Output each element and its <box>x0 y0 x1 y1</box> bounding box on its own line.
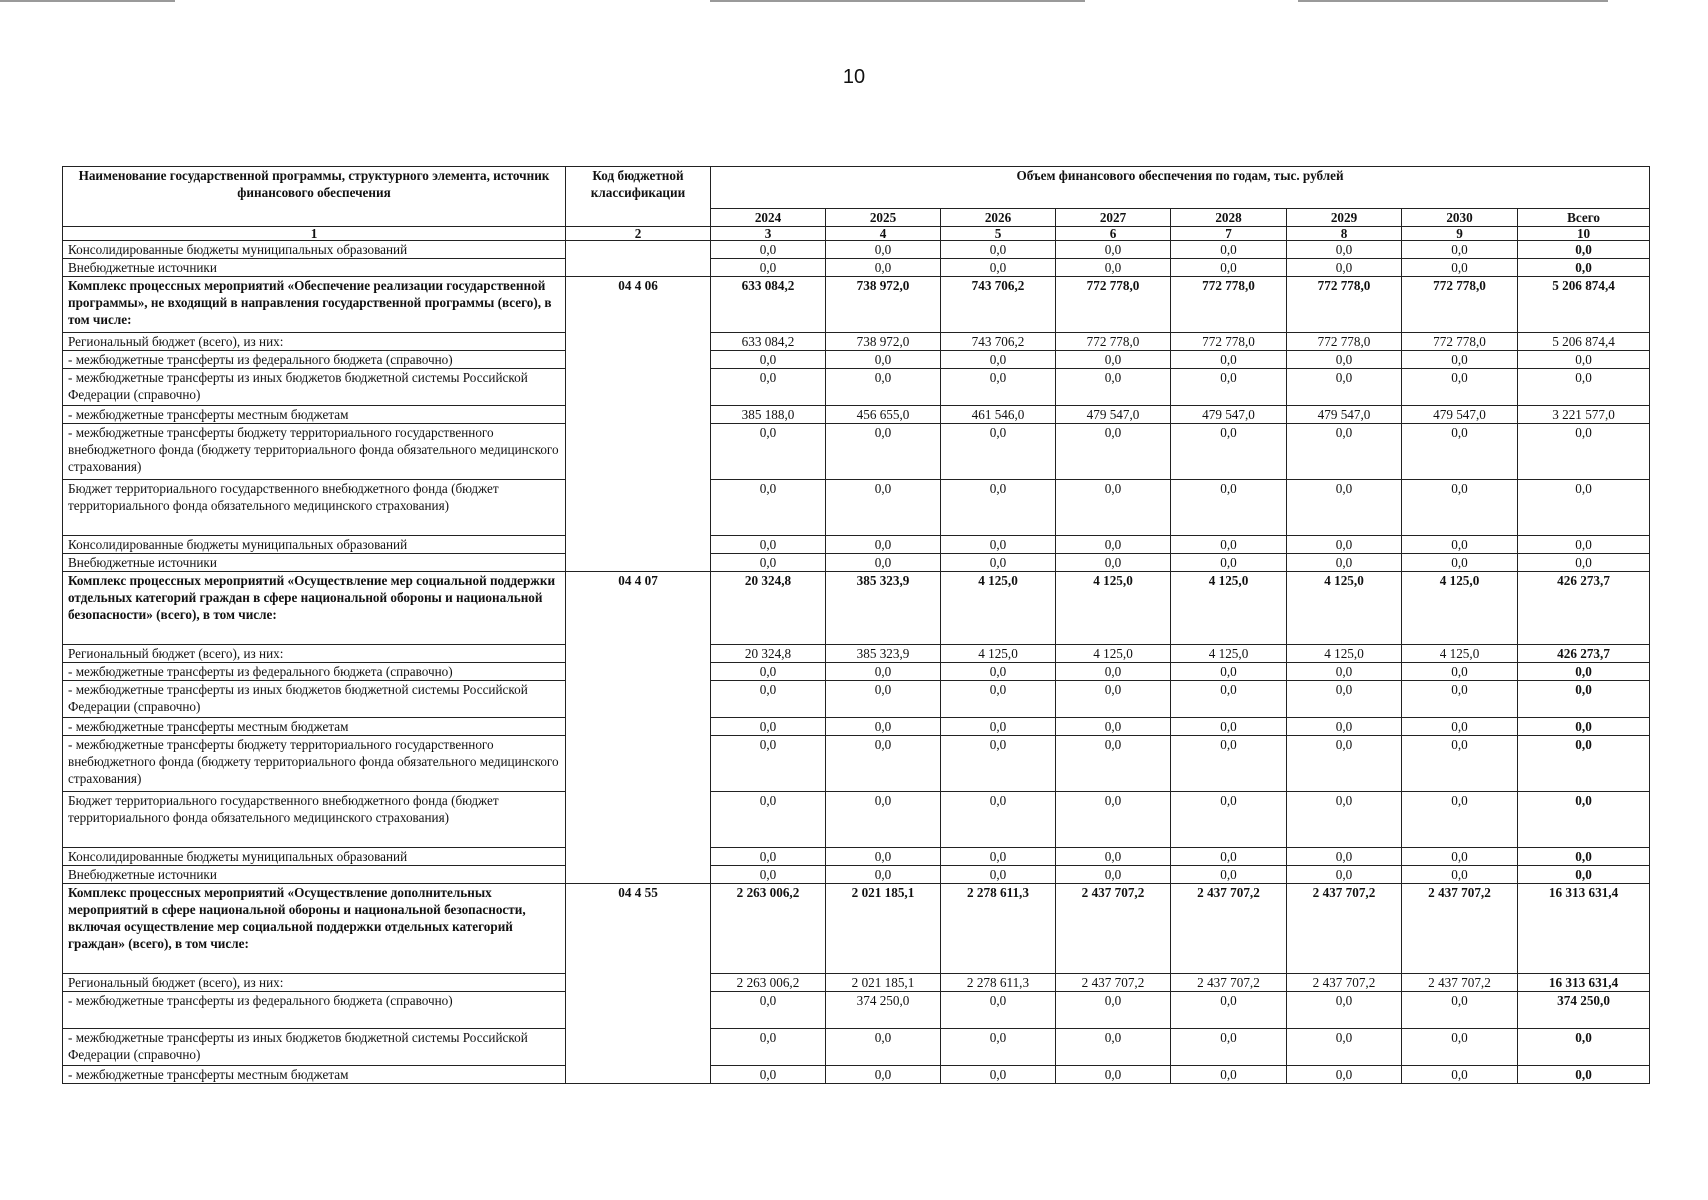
row-value-2028: 0,0 <box>1171 1066 1287 1084</box>
row-value-2026: 0,0 <box>941 536 1056 554</box>
row-value-2030: 0,0 <box>1402 681 1518 718</box>
row-value-2028: 0,0 <box>1171 736 1287 792</box>
row-value-2026: 2 278 611,3 <box>941 974 1056 992</box>
row-value-2026: 2 278 611,3 <box>941 884 1056 974</box>
row-value-2028: 0,0 <box>1171 369 1287 406</box>
row-value-2025: 0,0 <box>826 424 941 480</box>
table-row <box>63 736 1650 792</box>
row-value-2029: 0,0 <box>1287 351 1402 369</box>
row-name: Комплекс процессных мероприятий «Обеспечение реализации государственной программы», не входящий в направления государственной программы (всего), в том числе: <box>63 277 566 333</box>
row-value-2024: 0,0 <box>711 1066 826 1084</box>
row-value-2026: 4 125,0 <box>941 572 1056 645</box>
row-value-2027: 0,0 <box>1056 369 1171 406</box>
row-value-2029: 0,0 <box>1287 718 1402 736</box>
row-value-2024: 633 084,2 <box>711 333 826 351</box>
row-value-2026: 0,0 <box>941 848 1056 866</box>
row-value-2024: 0,0 <box>711 736 826 792</box>
row-value-2030: 0,0 <box>1402 536 1518 554</box>
row-value-2028: 0,0 <box>1171 480 1287 536</box>
row-name: - межбюджетные трансферты из федерального бюджета (справочно) <box>63 351 566 369</box>
row-value-2028: 0,0 <box>1171 718 1287 736</box>
row-name: - межбюджетные трансферты местным бюджетам <box>63 1066 566 1084</box>
row-value-2026: 0,0 <box>941 736 1056 792</box>
header-year-2029: 2029 <box>1287 209 1402 227</box>
row-name: Внебюджетные источники <box>63 259 566 277</box>
header-code: Код бюджетной классификации <box>566 167 711 227</box>
row-value-2025: 0,0 <box>826 718 941 736</box>
row-value-2025: 0,0 <box>826 866 941 884</box>
column-number: 8 <box>1287 227 1402 241</box>
row-value-2024: 0,0 <box>711 241 826 259</box>
table-row <box>63 241 1650 259</box>
row-value-2029: 772 778,0 <box>1287 333 1402 351</box>
row-value-2028: 0,0 <box>1171 424 1287 480</box>
row-value-2029: 0,0 <box>1287 1066 1402 1084</box>
row-value-2026: 461 546,0 <box>941 406 1056 424</box>
row-value-2026: 0,0 <box>941 1029 1056 1066</box>
column-number: 7 <box>1171 227 1287 241</box>
header-year-2028: 2028 <box>1171 209 1287 227</box>
row-total: 0,0 <box>1518 792 1650 848</box>
row-value-2027: 0,0 <box>1056 536 1171 554</box>
row-value-2024: 0,0 <box>711 259 826 277</box>
row-value-2025: 0,0 <box>826 351 941 369</box>
header-year-2024: 2024 <box>711 209 826 227</box>
table-body <box>63 241 1650 1084</box>
row-value-2025: 0,0 <box>826 1066 941 1084</box>
row-value-2025: 738 972,0 <box>826 277 941 333</box>
row-value-2026: 0,0 <box>941 866 1056 884</box>
row-value-2026: 0,0 <box>941 424 1056 480</box>
header-year-2030: 2030 <box>1402 209 1518 227</box>
row-value-2027: 0,0 <box>1056 1066 1171 1084</box>
row-name: Региональный бюджет (всего), из них: <box>63 333 566 351</box>
row-value-2030: 0,0 <box>1402 992 1518 1029</box>
row-name: - межбюджетные трансферты местным бюджетам <box>63 718 566 736</box>
row-total: 0,0 <box>1518 1029 1650 1066</box>
row-value-2027: 0,0 <box>1056 1029 1171 1066</box>
row-value-2029: 0,0 <box>1287 536 1402 554</box>
row-value-2028: 0,0 <box>1171 351 1287 369</box>
row-value-2026: 0,0 <box>941 480 1056 536</box>
row-value-2029: 2 437 707,2 <box>1287 974 1402 992</box>
row-value-2030: 0,0 <box>1402 241 1518 259</box>
row-value-2027: 4 125,0 <box>1056 572 1171 645</box>
row-value-2025: 0,0 <box>826 259 941 277</box>
row-total: 5 206 874,4 <box>1518 277 1650 333</box>
column-number: 5 <box>941 227 1056 241</box>
row-name: Бюджет территориального государственного внебюджетного фонда (бюджет территориального фонда обязательного медицинского страхования) <box>63 792 566 848</box>
row-name: - межбюджетные трансферты бюджету территориального государственного внебюджетного фонда (бюджету территориального фонда обязательного медицинского страхования) <box>63 424 566 480</box>
row-value-2030: 0,0 <box>1402 424 1518 480</box>
row-value-2029: 0,0 <box>1287 424 1402 480</box>
row-value-2028: 0,0 <box>1171 1029 1287 1066</box>
row-value-2024: 0,0 <box>711 866 826 884</box>
row-value-2029: 0,0 <box>1287 866 1402 884</box>
row-total: 0,0 <box>1518 554 1650 572</box>
row-name: - межбюджетные трансферты из иных бюджетов бюджетной системы Российской Федерации (справочно) <box>63 681 566 718</box>
row-value-2025: 0,0 <box>826 736 941 792</box>
row-value-2024: 20 324,8 <box>711 645 826 663</box>
table-row <box>63 792 1650 848</box>
row-value-2030: 0,0 <box>1402 792 1518 848</box>
row-value-2030: 0,0 <box>1402 663 1518 681</box>
row-value-2029: 4 125,0 <box>1287 645 1402 663</box>
header-name: Наименование государственной программы, структурного элемента, источник финансового обеспечения <box>63 167 566 227</box>
row-value-2030: 4 125,0 <box>1402 645 1518 663</box>
row-total: 16 313 631,4 <box>1518 884 1650 974</box>
row-value-2025: 0,0 <box>826 480 941 536</box>
row-value-2026: 743 706,2 <box>941 333 1056 351</box>
row-value-2026: 4 125,0 <box>941 645 1056 663</box>
row-value-2029: 772 778,0 <box>1287 277 1402 333</box>
row-value-2027: 4 125,0 <box>1056 645 1171 663</box>
table-row <box>63 645 1650 663</box>
row-value-2024: 2 263 006,2 <box>711 974 826 992</box>
header-year-2025: 2025 <box>826 209 941 227</box>
row-value-2030: 0,0 <box>1402 554 1518 572</box>
row-value-2029: 4 125,0 <box>1287 572 1402 645</box>
row-value-2030: 0,0 <box>1402 718 1518 736</box>
row-value-2030: 0,0 <box>1402 866 1518 884</box>
row-name: Консолидированные бюджеты муниципальных образований <box>63 241 566 259</box>
row-total: 16 313 631,4 <box>1518 974 1650 992</box>
row-value-2025: 738 972,0 <box>826 333 941 351</box>
row-name: - межбюджетные трансферты из федерального бюджета (справочно) <box>63 663 566 681</box>
row-value-2024: 0,0 <box>711 663 826 681</box>
row-value-2030: 0,0 <box>1402 736 1518 792</box>
row-name: - межбюджетные трансферты местным бюджетам <box>63 406 566 424</box>
row-value-2027: 0,0 <box>1056 992 1171 1029</box>
row-value-2025: 0,0 <box>826 241 941 259</box>
row-value-2030: 479 547,0 <box>1402 406 1518 424</box>
row-value-2025: 0,0 <box>826 1029 941 1066</box>
row-value-2029: 0,0 <box>1287 792 1402 848</box>
row-code: 04 4 06 <box>566 277 711 572</box>
page-number: 10 <box>842 66 866 88</box>
row-value-2028: 0,0 <box>1171 259 1287 277</box>
row-value-2024: 20 324,8 <box>711 572 826 645</box>
table-row <box>63 406 1650 424</box>
table-row-complex <box>63 572 1650 645</box>
scan-edge-middle <box>710 0 1085 2</box>
row-name: Внебюджетные источники <box>63 866 566 884</box>
row-value-2030: 0,0 <box>1402 369 1518 406</box>
row-value-2029: 0,0 <box>1287 736 1402 792</box>
row-value-2024: 2 263 006,2 <box>711 884 826 974</box>
row-value-2025: 385 323,9 <box>826 645 941 663</box>
row-name: Комплекс процессных мероприятий «Осуществление дополнительных мероприятий в сфере национальной обороны и национальной безопасности, включая осуществление мер социальной поддержки отдельных категорий граждан» (всего), в том числе: <box>63 884 566 974</box>
table-row <box>63 369 1650 406</box>
table-row <box>63 663 1650 681</box>
row-value-2027: 479 547,0 <box>1056 406 1171 424</box>
row-value-2024: 633 084,2 <box>711 277 826 333</box>
table-row <box>63 866 1650 884</box>
row-value-2024: 0,0 <box>711 424 826 480</box>
row-value-2028: 0,0 <box>1171 681 1287 718</box>
row-total: 426 273,7 <box>1518 572 1650 645</box>
row-value-2027: 0,0 <box>1056 663 1171 681</box>
table-row-complex <box>63 884 1650 974</box>
row-total: 0,0 <box>1518 736 1650 792</box>
row-value-2028: 0,0 <box>1171 536 1287 554</box>
row-value-2024: 0,0 <box>711 554 826 572</box>
row-value-2028: 0,0 <box>1171 792 1287 848</box>
header-volume: Объем финансового обеспечения по годам, тыс. рублей <box>711 167 1650 209</box>
row-value-2028: 4 125,0 <box>1171 572 1287 645</box>
row-value-2028: 2 437 707,2 <box>1171 884 1287 974</box>
table-row <box>63 992 1650 1029</box>
row-value-2027: 0,0 <box>1056 480 1171 536</box>
row-value-2027: 0,0 <box>1056 554 1171 572</box>
row-value-2028: 2 437 707,2 <box>1171 974 1287 992</box>
row-value-2028: 4 125,0 <box>1171 645 1287 663</box>
row-value-2027: 0,0 <box>1056 259 1171 277</box>
row-code: 04 4 55 <box>566 884 711 1084</box>
row-value-2026: 0,0 <box>941 663 1056 681</box>
row-total: 0,0 <box>1518 536 1650 554</box>
row-name: Региональный бюджет (всего), из них: <box>63 645 566 663</box>
row-total: 0,0 <box>1518 663 1650 681</box>
row-total: 0,0 <box>1518 1066 1650 1084</box>
row-total: 426 273,7 <box>1518 645 1650 663</box>
row-value-2027: 0,0 <box>1056 866 1171 884</box>
row-value-2026: 0,0 <box>941 718 1056 736</box>
row-total: 0,0 <box>1518 259 1650 277</box>
row-value-2024: 0,0 <box>711 351 826 369</box>
table-row <box>63 259 1650 277</box>
row-value-2025: 0,0 <box>826 848 941 866</box>
row-value-2026: 0,0 <box>941 554 1056 572</box>
row-value-2029: 0,0 <box>1287 663 1402 681</box>
row-value-2024: 0,0 <box>711 536 826 554</box>
row-value-2030: 0,0 <box>1402 1029 1518 1066</box>
row-total: 0,0 <box>1518 351 1650 369</box>
row-value-2026: 0,0 <box>941 1066 1056 1084</box>
row-value-2028: 479 547,0 <box>1171 406 1287 424</box>
row-code <box>566 241 711 277</box>
row-value-2026: 0,0 <box>941 681 1056 718</box>
table-row <box>63 718 1650 736</box>
row-name: Внебюджетные источники <box>63 554 566 572</box>
row-total: 0,0 <box>1518 480 1650 536</box>
row-value-2027: 2 437 707,2 <box>1056 884 1171 974</box>
row-value-2027: 772 778,0 <box>1056 277 1171 333</box>
row-value-2027: 0,0 <box>1056 736 1171 792</box>
row-value-2025: 2 021 185,1 <box>826 884 941 974</box>
row-total: 0,0 <box>1518 718 1650 736</box>
row-value-2026: 0,0 <box>941 259 1056 277</box>
row-value-2029: 0,0 <box>1287 480 1402 536</box>
row-value-2024: 0,0 <box>711 369 826 406</box>
row-value-2029: 0,0 <box>1287 1029 1402 1066</box>
row-name: Консолидированные бюджеты муниципальных образований <box>63 536 566 554</box>
row-value-2028: 0,0 <box>1171 241 1287 259</box>
row-total: 3 221 577,0 <box>1518 406 1650 424</box>
table-row <box>63 351 1650 369</box>
row-value-2025: 385 323,9 <box>826 572 941 645</box>
row-value-2029: 0,0 <box>1287 369 1402 406</box>
row-value-2030: 0,0 <box>1402 351 1518 369</box>
row-value-2029: 0,0 <box>1287 259 1402 277</box>
row-value-2029: 479 547,0 <box>1287 406 1402 424</box>
row-value-2026: 743 706,2 <box>941 277 1056 333</box>
row-name: Бюджет территориального государственного внебюджетного фонда (бюджет территориального фонда обязательного медицинского страхования) <box>63 480 566 536</box>
row-value-2028: 0,0 <box>1171 992 1287 1029</box>
row-total: 0,0 <box>1518 424 1650 480</box>
row-value-2026: 0,0 <box>941 369 1056 406</box>
header-year-total: Всего <box>1518 209 1650 227</box>
table-row <box>63 1066 1650 1084</box>
column-number: 4 <box>826 227 941 241</box>
table-row <box>63 1029 1650 1066</box>
header-year-2027: 2027 <box>1056 209 1171 227</box>
row-value-2024: 0,0 <box>711 992 826 1029</box>
row-value-2024: 0,0 <box>711 480 826 536</box>
row-value-2029: 0,0 <box>1287 848 1402 866</box>
row-value-2028: 772 778,0 <box>1171 333 1287 351</box>
row-value-2025: 2 021 185,1 <box>826 974 941 992</box>
header-year-2026: 2026 <box>941 209 1056 227</box>
row-name: - межбюджетные трансферты из иных бюджетов бюджетной системы Российской Федерации (справочно) <box>63 369 566 406</box>
row-value-2024: 0,0 <box>711 718 826 736</box>
row-value-2030: 0,0 <box>1402 480 1518 536</box>
row-value-2026: 0,0 <box>941 351 1056 369</box>
row-name: Комплекс процессных мероприятий «Осуществление мер социальной поддержки отдельных категорий граждан в сфере национальной обороны и национальной безопасности» (всего), в том числе: <box>63 572 566 645</box>
table-row <box>63 554 1650 572</box>
scan-edge-left <box>0 0 175 2</box>
row-value-2027: 0,0 <box>1056 792 1171 848</box>
row-name: - межбюджетные трансферты из федерального бюджета (справочно) <box>63 992 566 1029</box>
row-value-2028: 0,0 <box>1171 848 1287 866</box>
row-value-2028: 0,0 <box>1171 866 1287 884</box>
row-value-2028: 0,0 <box>1171 554 1287 572</box>
row-value-2026: 0,0 <box>941 241 1056 259</box>
row-value-2027: 0,0 <box>1056 424 1171 480</box>
row-code: 04 4 07 <box>566 572 711 884</box>
row-value-2025: 0,0 <box>826 554 941 572</box>
row-value-2030: 772 778,0 <box>1402 333 1518 351</box>
row-value-2025: 0,0 <box>826 663 941 681</box>
table-row <box>63 333 1650 351</box>
column-number: 1 <box>63 227 566 241</box>
row-value-2028: 0,0 <box>1171 663 1287 681</box>
column-number: 2 <box>566 227 711 241</box>
row-value-2024: 0,0 <box>711 792 826 848</box>
table-row <box>63 974 1650 992</box>
row-value-2030: 0,0 <box>1402 1066 1518 1084</box>
row-value-2024: 385 188,0 <box>711 406 826 424</box>
row-name: - межбюджетные трансферты из иных бюджетов бюджетной системы Российской Федерации (справочно) <box>63 1029 566 1066</box>
row-value-2027: 0,0 <box>1056 241 1171 259</box>
header-column-numbers-row <box>63 227 1650 241</box>
row-value-2029: 0,0 <box>1287 681 1402 718</box>
row-value-2030: 2 437 707,2 <box>1402 884 1518 974</box>
row-value-2027: 772 778,0 <box>1056 333 1171 351</box>
row-value-2029: 0,0 <box>1287 554 1402 572</box>
row-total: 0,0 <box>1518 369 1650 406</box>
row-value-2025: 374 250,0 <box>826 992 941 1029</box>
row-total: 0,0 <box>1518 866 1650 884</box>
table-row <box>63 536 1650 554</box>
row-value-2024: 0,0 <box>711 848 826 866</box>
row-value-2025: 0,0 <box>826 369 941 406</box>
row-value-2024: 0,0 <box>711 681 826 718</box>
row-value-2025: 0,0 <box>826 536 941 554</box>
row-value-2029: 0,0 <box>1287 992 1402 1029</box>
row-name: - межбюджетные трансферты бюджету территориального государственного внебюджетного фонда (бюджету территориального фонда обязательного медицинского страхования) <box>63 736 566 792</box>
budget-table <box>62 166 1650 1084</box>
row-value-2025: 0,0 <box>826 681 941 718</box>
row-value-2025: 456 655,0 <box>826 406 941 424</box>
row-value-2030: 4 125,0 <box>1402 572 1518 645</box>
table-row-complex <box>63 277 1650 333</box>
row-value-2024: 0,0 <box>711 1029 826 1066</box>
scan-edge-right <box>1298 0 1608 2</box>
table-row <box>63 848 1650 866</box>
table-row <box>63 424 1650 480</box>
row-value-2026: 0,0 <box>941 792 1056 848</box>
row-value-2027: 0,0 <box>1056 351 1171 369</box>
row-total: 0,0 <box>1518 681 1650 718</box>
column-number: 3 <box>711 227 826 241</box>
table-row <box>63 681 1650 718</box>
row-value-2029: 0,0 <box>1287 241 1402 259</box>
row-value-2030: 0,0 <box>1402 848 1518 866</box>
row-total: 0,0 <box>1518 241 1650 259</box>
row-value-2030: 772 778,0 <box>1402 277 1518 333</box>
row-name: Консолидированные бюджеты муниципальных образований <box>63 848 566 866</box>
row-value-2029: 2 437 707,2 <box>1287 884 1402 974</box>
row-value-2027: 0,0 <box>1056 681 1171 718</box>
row-value-2026: 0,0 <box>941 992 1056 1029</box>
column-number: 10 <box>1518 227 1650 241</box>
row-total: 374 250,0 <box>1518 992 1650 1029</box>
row-total: 0,0 <box>1518 848 1650 866</box>
table-row <box>63 480 1650 536</box>
row-value-2030: 2 437 707,2 <box>1402 974 1518 992</box>
row-value-2027: 0,0 <box>1056 848 1171 866</box>
row-total: 5 206 874,4 <box>1518 333 1650 351</box>
row-value-2030: 0,0 <box>1402 259 1518 277</box>
column-number: 6 <box>1056 227 1171 241</box>
row-value-2027: 0,0 <box>1056 718 1171 736</box>
row-name: Региональный бюджет (всего), из них: <box>63 974 566 992</box>
row-value-2027: 2 437 707,2 <box>1056 974 1171 992</box>
row-value-2028: 772 778,0 <box>1171 277 1287 333</box>
row-value-2025: 0,0 <box>826 792 941 848</box>
column-number: 9 <box>1402 227 1518 241</box>
